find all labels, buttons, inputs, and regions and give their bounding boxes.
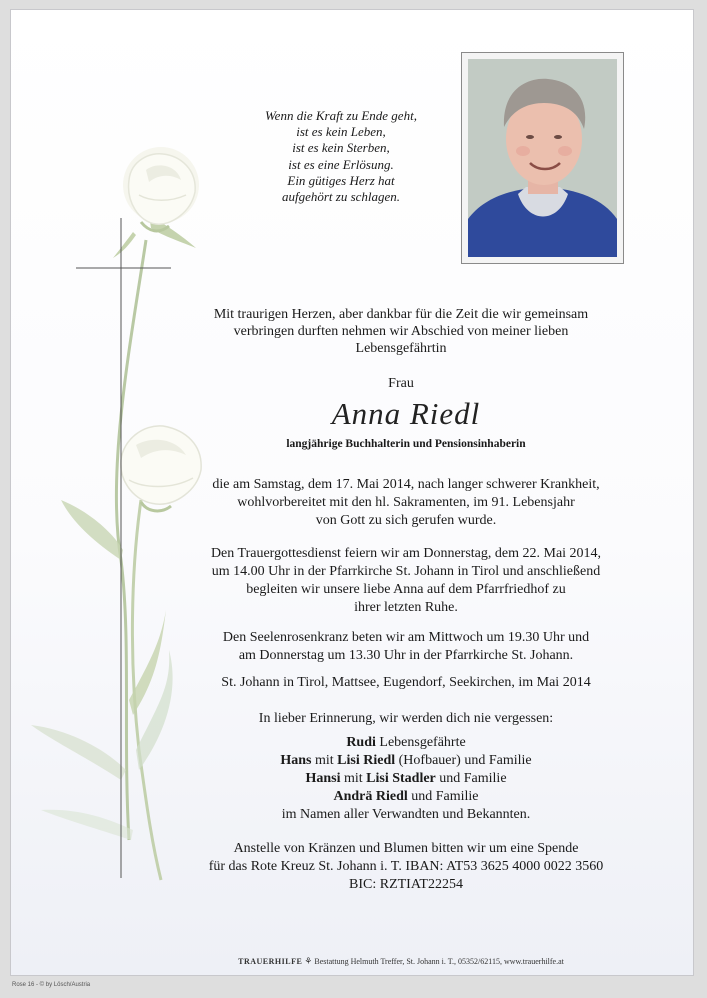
poem-line: ist es eine Erlösung. [288, 156, 394, 172]
remembrance-line [191, 710, 621, 728]
remembrance-text: In lieber Erinnerung, wir werden dich nie vergessen: [258, 711, 554, 726]
mourner-name: Andrä Riedl [333, 789, 408, 804]
poem-line: ist es kein Leben, [296, 124, 386, 140]
footer-brand: TRAUERHILFE [238, 957, 303, 966]
poem-line: ist es kein Sterben, [292, 140, 390, 156]
relatives-line [191, 806, 621, 824]
deceased-role: langjährige Buchhalterin und Pensionsinhaberin [286, 438, 526, 450]
poem-line: Wenn die Kraft zu Ende geht, [265, 108, 417, 123]
salutation: Frau [388, 376, 414, 391]
service-paragraph [191, 545, 621, 617]
rosary-paragraph [191, 629, 621, 665]
intro-line: Mit traurigen Herzen, aber dankbar für die Zeit die wir gemeinsam [213, 307, 589, 322]
relatives-text: im Namen aller Verwandten und Bekannten. [281, 807, 531, 822]
donation-paragraph [191, 840, 621, 894]
obituary-sheet [10, 9, 694, 976]
donation-line: BIC: RZTIAT22254 [349, 877, 463, 892]
place-date-line: St. Johann in Tirol, Mattsee, Eugendorf, Seekirchen, im Mai 2014 [221, 675, 591, 690]
donation-line: für das Rote Kreuz St. Johann i. T. IBAN: AT53 3625 4000 0022 3560 [208, 859, 604, 874]
cross-symbol [71, 218, 181, 878]
service-line: Den Trauergottesdienst feiern wir am Donnerstag, dem 22. Mai 2014, [210, 546, 602, 561]
image-credit: Rose 16 - © by Lösch/Austria [12, 982, 91, 988]
intro-line: Lebensgefährtin [355, 341, 447, 356]
mourner-partner: Lisi Riedl [337, 753, 396, 768]
mourner-relation: und Familie [407, 789, 479, 804]
portrait-illustration [468, 59, 617, 257]
death-notice-line: wohlvorbereitet mit den hl. Sakramenten, im 91. Lebensjahr [237, 495, 575, 510]
service-line: begleiten wir unsere liebe Anna auf dem Pfarrfriedhof zu [246, 582, 566, 597]
rosary-line: am Donnerstag um 13.30 Uhr in der Pfarrkirche St. Johann. [238, 648, 574, 663]
mourner-name: Hans [280, 753, 312, 768]
donation-line: Anstelle von Kränzen und Blumen bitten wir um eine Spende [233, 841, 579, 856]
mourner-conjunction: mit [340, 771, 367, 786]
mourner-entry [211, 788, 601, 806]
death-notice-line: von Gott zu sich gerufen wurde. [315, 513, 497, 528]
mourner-relation: und Familie [435, 771, 507, 786]
mourner-conjunction: mit [311, 753, 338, 768]
footer [191, 956, 611, 967]
poem-line: Ein gütiges Herz hat [287, 172, 395, 188]
service-line: um 14.00 Uhr in der Pfarrkirche St. Johann in Tirol und anschließend [211, 564, 601, 579]
footer-text: Bestattung Helmuth Treffer, St. Johann i. T., 05352/62115, www.trauerhilfe.at [314, 957, 564, 966]
mourner-relation: (Hofbauer) und Familie [395, 753, 532, 768]
poem-line: aufgehört zu schlagen. [281, 189, 401, 205]
death-notice [191, 476, 621, 530]
place-date [191, 674, 621, 692]
mourner-entry [211, 770, 601, 788]
rose-logo-icon: ⚘ [304, 956, 313, 966]
intro-paragraph [181, 306, 621, 357]
rosary-line: Den Seelenrosenkranz beten wir am Mittwoch um 19.30 Uhr und [222, 630, 590, 645]
mourner-entry [211, 734, 601, 752]
mourner-partner: Lisi Stadler [366, 771, 436, 786]
portrait-frame [461, 52, 624, 264]
mourner-name: Rudi [346, 735, 376, 750]
service-line: ihrer letzten Ruhe. [354, 600, 458, 615]
intro-line: verbringen durften nehmen wir Abschied von meiner lieben [233, 324, 569, 339]
mourners-list [211, 734, 601, 806]
mourner-entry [211, 752, 601, 770]
mourner-relation: Lebensgefährte [375, 735, 466, 750]
mourner-name: Hansi [305, 771, 341, 786]
death-notice-line: die am Samstag, dem 17. Mai 2014, nach langer schwerer Krankheit, [212, 477, 600, 492]
poem [201, 108, 481, 205]
portrait-photo [468, 59, 617, 257]
deceased-name: Anna Riedl [331, 396, 481, 431]
